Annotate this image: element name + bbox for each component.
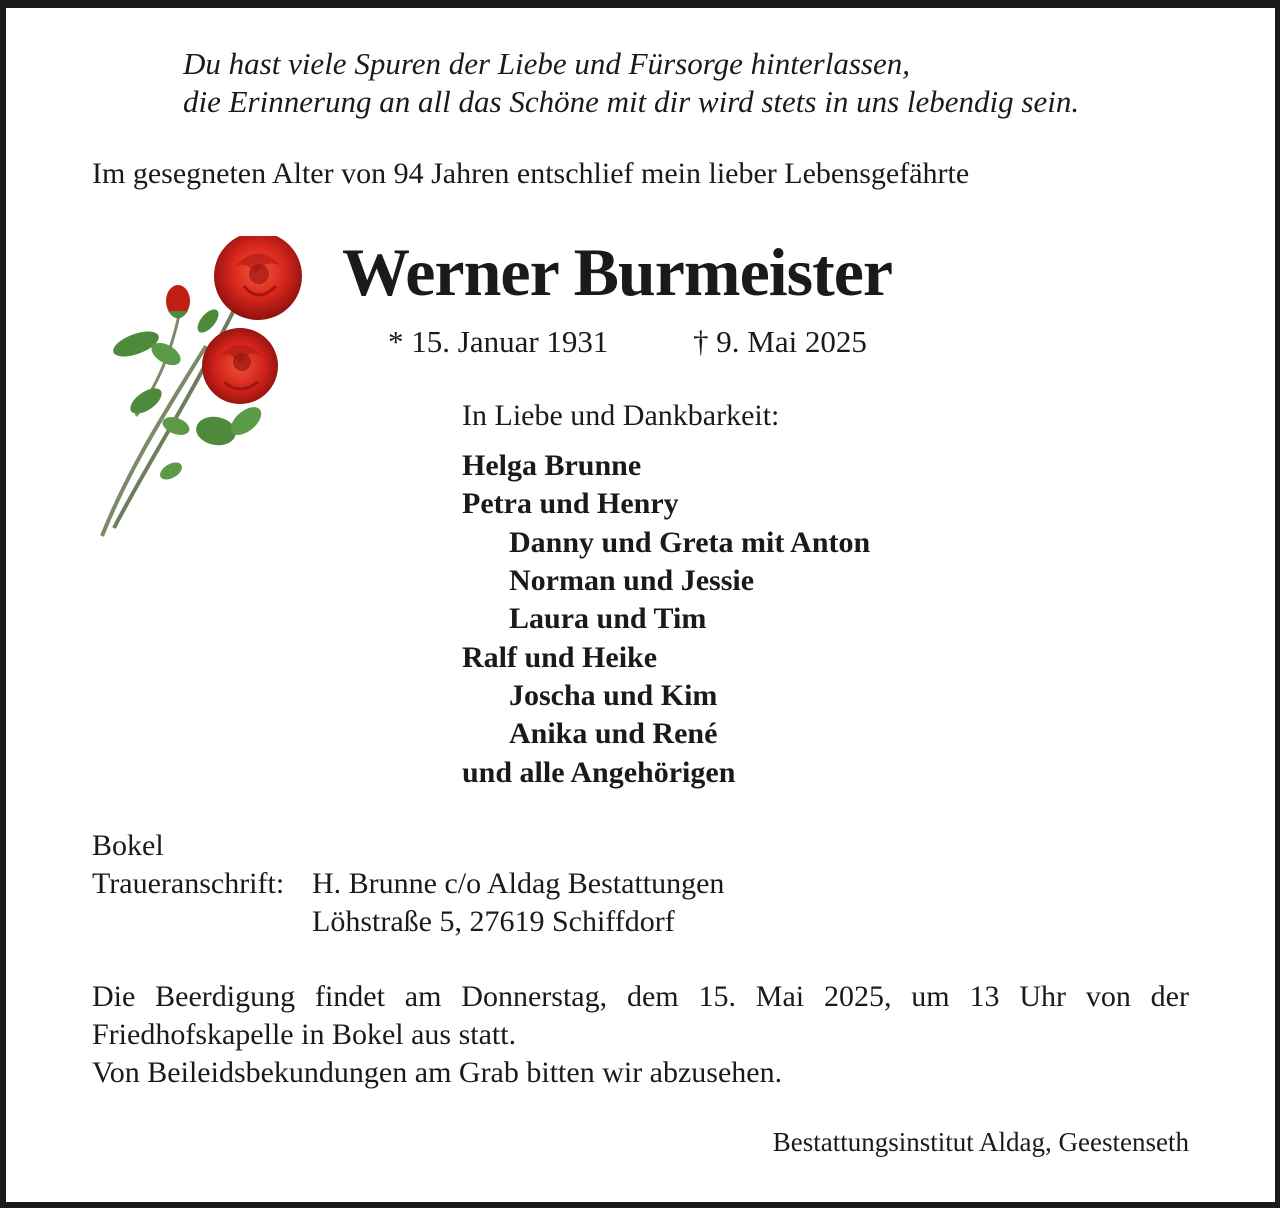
death-date: † 9. Mai 2025 [693, 324, 867, 359]
family-member: Norman und Jessie [509, 564, 755, 597]
family-member: Laura und Tim [509, 602, 707, 635]
address-label: Traueranschrift: [92, 867, 285, 900]
funeral-line-3: Von Beileidsbekundungen am Grab bitten wir abzusehen. [92, 1056, 783, 1089]
address-line-2: Löhstraße 5, 27619 Schiffdorf [312, 905, 675, 938]
family-member: Joscha und Kim [509, 679, 718, 712]
funeral-line-2: Friedhofskapelle in Bokel aus statt. [92, 1018, 517, 1051]
family-member: Ralf und Heike [462, 641, 658, 674]
address-line-1: H. Brunne c/o Aldag Bestattungen [312, 867, 725, 900]
family-member: Danny und Greta mit Anton [509, 526, 871, 559]
deceased-name: Werner Burmeister [342, 234, 893, 310]
birth-date: * 15. Januar 1931 [388, 324, 609, 359]
family-member: Anika und René [509, 717, 718, 750]
thanks-line: In Liebe und Dankbarkeit: [462, 399, 780, 432]
motto-line-1: Du hast viele Spuren der Liebe und Fürsorge hinterlassen, [183, 46, 910, 81]
funeral-home: Bestattungsinstitut Aldag, Geestenseth [772, 1127, 1189, 1157]
funeral-line-1: Die Beerdigung findet am Donnerstag, dem 15. Mai 2025, um 13 Uhr von der [92, 980, 1189, 1013]
motto-line-2: die Erinnerung an all das Schöne mit dir wird stets in uns lebendig sein. [183, 84, 1080, 119]
family-member: Helga Brunne [462, 449, 642, 482]
intro-text: Im gesegneten Alter von 94 Jahren entschlief mein lieber Lebensgefährte [92, 157, 970, 190]
family-member: und alle Angehörigen [462, 756, 736, 789]
rose-image [96, 236, 316, 546]
place-name: Bokel [92, 829, 164, 862]
family-member: Petra und Henry [462, 487, 679, 520]
